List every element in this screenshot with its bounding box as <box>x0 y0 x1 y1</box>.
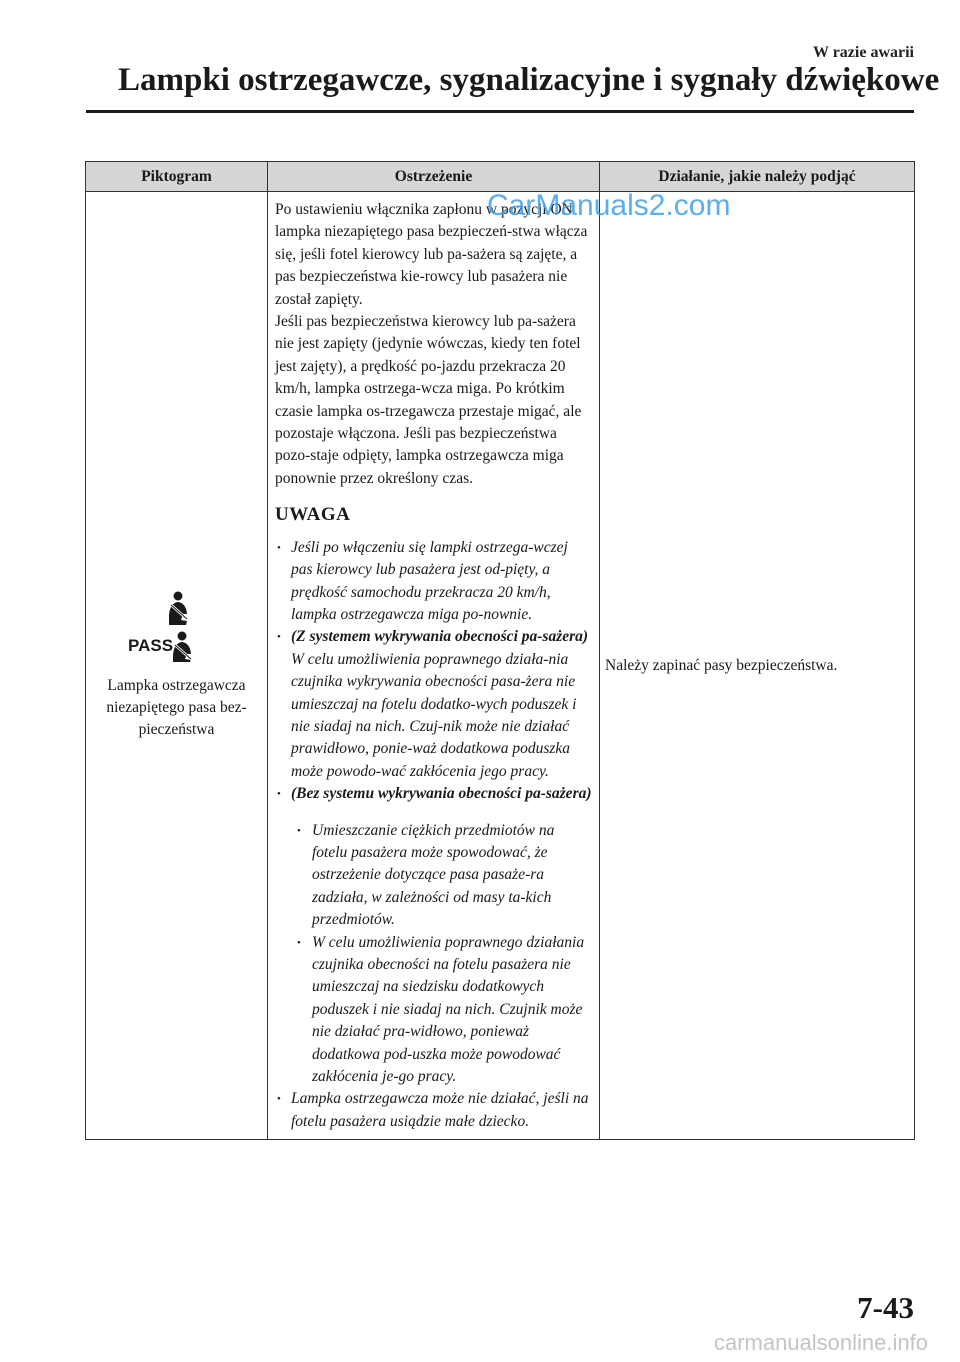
pass-seatbelt-icon <box>128 631 192 662</box>
note-subbullet-1: Umieszczanie ciężkich przedmiotów na fotelu pasażera może spowodować, że ostrzeżenie dotyczące pasa pasaże-ra zadziała, w zależności od masy ta-kich przedmiotów. <box>312 821 555 929</box>
pictogram-cell <box>86 192 268 1140</box>
list-item <box>275 783 593 805</box>
note-bullet-2-heading: • (Z systemem wykrywania obecności pa-sażera) <box>291 628 589 646</box>
table-row <box>86 192 915 1140</box>
warning-paragraph-1: Po ustawieniu włącznika zapłonu w pozycji ON lampka niezapiętego pasa bezpieczeń-stwa włącza się, jeśli fotel kierowcy lub pa-sażera są zajęte, a pas bezpieczeństwa kie-rowcy lub pasażera nie został zapięty. <box>275 201 588 308</box>
title-rule <box>86 110 914 113</box>
seatbelt-person-icon <box>169 591 188 625</box>
warning-cell <box>268 192 600 1140</box>
list-item <box>275 537 593 627</box>
list-item <box>275 626 593 783</box>
note-bullet-4: Lampka ostrzegawcza może nie działać, jeśli na fotelu pasażera usiądzie małe dziecko. <box>291 1090 589 1130</box>
watermark-top: CarManuals2.com <box>487 189 731 222</box>
table-header-row <box>86 162 915 192</box>
list-item <box>275 820 593 932</box>
action-cell: Należy zapinać pasy bezpieczeństwa. <box>600 192 915 1140</box>
column-header-action: Działanie, jakie należy podjąć <box>600 162 915 192</box>
footer-watermark: carmanualsonline.info <box>713 1330 928 1355</box>
column-header-pictogram: Piktogram <box>86 162 268 192</box>
note-bullet-2-body: W celu umożliwienia poprawnego działa-nia czujnika wykrywania obecności pasa-żera nie umieszczaj na fotelu dodatko-wych poduszek i nie siadaj na nich. Czuj-nik może nie działać prawidłowo, ponie-waż dodatkowa poduszka może powodo-wać zakłócenia jego pracy. <box>291 650 577 780</box>
page-number: 7-43 <box>857 1290 914 1325</box>
section-name: W razie awarii <box>812 44 914 61</box>
warning-lights-table <box>85 161 915 1140</box>
seatbelt-warning-icons <box>122 590 232 662</box>
note-subbullet-2: W celu umożliwienia poprawnego działania czujnika obecności na fotelu pasażera nie umieszczaj na siedzisku dodatkowych poduszek i nie siadaj na nich. Czujnik może nie działać pra-widłowo, ponieważ dodatkowa pod-uszka może powodować zakłócenia je-go pracy. <box>312 933 585 1086</box>
note-bullet-1: Jeśli po włączeniu się lampki ostrzega-wczej pas kierowcy lub pasażera jest od-pięty, a prędkość samochodu przekracza 20 km/h, lampka ostrzegawcza miga po-nownie. <box>291 538 568 623</box>
note-sublist <box>275 820 593 1089</box>
note-list-end <box>275 1088 593 1133</box>
column-header-warning: Ostrzeżenie <box>268 162 600 192</box>
note-bullet-3-heading: • (Bez systemu wykrywania obecności pa-sażera) <box>291 785 592 803</box>
list-item <box>275 932 593 1089</box>
note-list <box>275 537 593 806</box>
note-title: UWAGA <box>275 504 351 526</box>
warning-paragraph-2: Jeśli pas bezpieczeństwa kierowcy lub pa-sażera nie jest zapięty (jedynie wówczas, kiedy ten fotel jest zajęty), a prędkość po-jazdu przekracza 20 km/h, lampka ostrzega-wcza miga. Po krótkim czasie lampka os-trzegawcza przestaje migać, ale pozostaje włączona. Jeśli pas bezpieczeństwa pozo-staje odpięty, lampka ostrzegawcza miga ponownie przez określony czas. <box>275 313 582 487</box>
pass-label: PASS <box>127 635 173 655</box>
pictogram-label: Lampka ostrzegawcza niezapiętego pasa bez-pieczeństwa <box>106 676 247 739</box>
page-title: Lampki ostrzegawcze, sygnalizacyjne i sygnały dźwiękowe <box>118 62 940 98</box>
list-item <box>275 1088 593 1133</box>
